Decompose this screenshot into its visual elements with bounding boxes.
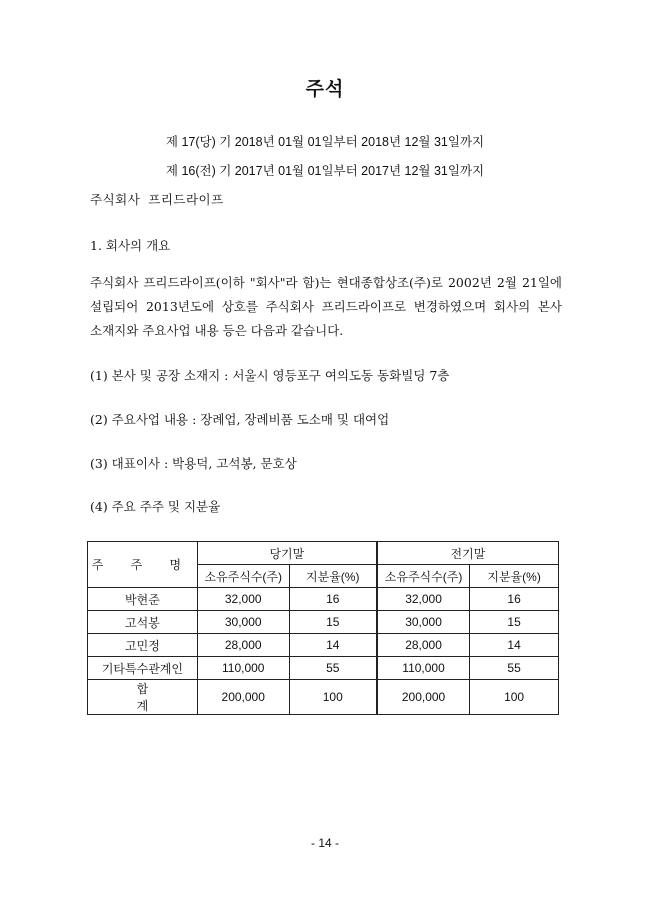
paragraph-line: 소재지와 주요사업 내용 등은 다음과 같습니다. (90, 323, 344, 338)
cell-current-shares: 30,000 (197, 611, 289, 634)
table-header-row (88, 542, 559, 565)
cell-prior-ratio: 15 (470, 611, 559, 634)
header-current-shares: 소유주식수(주) (197, 565, 289, 588)
cell-current-ratio: 15 (289, 611, 377, 634)
table-total-row (88, 680, 559, 715)
header-current-period: 당기말 (197, 542, 377, 565)
cell-total-current-shares: 200,000 (197, 680, 289, 715)
item-main-business: (2) 주요사업 내용 : 장례업, 장례비품 도소매 및 대여업 (90, 412, 390, 427)
document-title: 주석 (305, 78, 345, 100)
company-name: 주식회사 프리드라이프 (90, 193, 224, 207)
cell-name: 고민정 (88, 634, 198, 657)
cell-prior-ratio: 55 (470, 657, 559, 680)
cell-name: 박현준 (88, 588, 198, 611)
cell-prior-shares: 32,000 (377, 588, 470, 611)
item-headquarters: (1) 본사 및 공장 소재지 : 서울시 영등포구 여의도동 동화빌딩 7층 (90, 368, 450, 383)
fiscal-period-current: 제 17(당) 기 2018년 01월 01일부터 2018년 12월 31일까지 (165, 135, 485, 149)
cell-current-ratio: 16 (289, 588, 377, 611)
cell-name: 기타특수관계인 (88, 657, 198, 680)
cell-total-current-ratio: 100 (289, 680, 377, 715)
header-prior-ratio: 지분율(%) (470, 565, 559, 588)
cell-prior-shares: 28,000 (377, 634, 470, 657)
company-overview-paragraph (90, 271, 562, 343)
shareholder-table (87, 541, 559, 715)
paragraph-line: 설립되어 2013년도에 상호를 주식회사 프리드라이프로 변경하였으며 회사의 본사 (90, 299, 562, 314)
table-row (88, 657, 559, 680)
section-heading-company-overview: 1. 회사의 개요 (90, 238, 171, 253)
header-prior-period: 전기말 (377, 542, 559, 565)
cell-prior-shares: 30,000 (377, 611, 470, 634)
cell-prior-ratio: 16 (470, 588, 559, 611)
cell-current-ratio: 14 (289, 634, 377, 657)
cell-current-shares: 32,000 (197, 588, 289, 611)
cell-prior-ratio: 14 (470, 634, 559, 657)
item-shareholders: (4) 주요 주주 및 지분율 (90, 499, 221, 514)
header-prior-shares: 소유주식수(주) (377, 565, 470, 588)
cell-total-prior-shares: 200,000 (377, 680, 470, 715)
cell-prior-shares: 110,000 (377, 657, 470, 680)
paragraph-line: 주식회사 프리드라이프(이하 "회사"라 함)는 현대종합상조(주)로 2002년 2월 21일에 (90, 275, 562, 290)
table-row (88, 611, 559, 634)
page-number: - 14 - (310, 836, 339, 850)
header-current-ratio: 지분율(%) (289, 565, 377, 588)
cell-current-shares: 110,000 (197, 657, 289, 680)
cell-current-ratio: 55 (289, 657, 377, 680)
item-ceo: (3) 대표이사 : 박용덕, 고석봉, 문호상 (90, 456, 297, 471)
cell-name: 고석봉 (88, 611, 198, 634)
table-row (88, 634, 559, 657)
cell-total-label: 합 계 (88, 680, 198, 715)
fiscal-period-prior: 제 16(전) 기 2017년 01월 01일부터 2017년 12월 31일까지 (165, 164, 485, 178)
cell-current-shares: 28,000 (197, 634, 289, 657)
cell-total-prior-ratio: 100 (470, 680, 559, 715)
table-row (88, 588, 559, 611)
header-shareholder-name: 주 주 명 (88, 542, 198, 588)
